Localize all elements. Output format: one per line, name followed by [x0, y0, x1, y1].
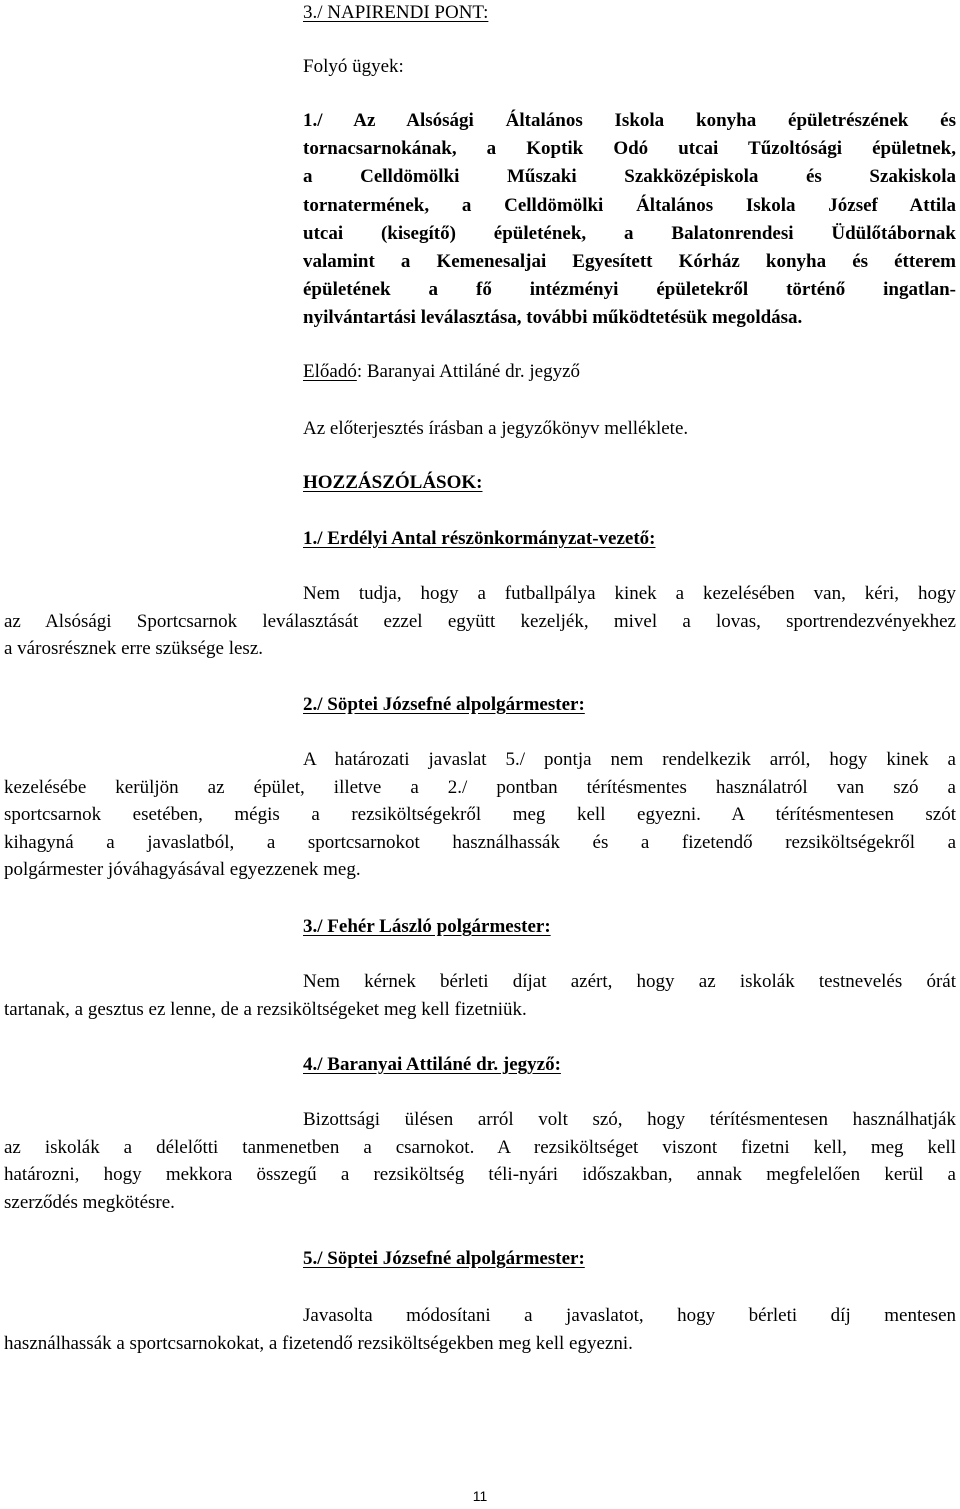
agenda-line: nyilvántartási leválasztása, további működtetésük megoldása.: [303, 307, 803, 329]
presenter-line: [303, 359, 580, 385]
agenda-line: a Celldömölki Műszaki Szakközépiskola és Szakiskola: [303, 166, 956, 188]
paragraph-line: a városrésznek erre szüksége lesz.: [4, 638, 264, 659]
paragraph-line: az Alsósági Sportcsarnok leválasztását ezzel együtt kezeljék, mivel a lovas, sportrendezvényekhez: [4, 610, 956, 632]
paragraph-line: Nem kérnek bérleti díjat azért, hogy az iskolák testnevelés órát: [303, 971, 956, 992]
comment-paragraph: [4, 746, 956, 884]
agenda-item: [303, 107, 956, 333]
paragraph-line: polgármester jóváhagyásával egyezzenek meg.: [4, 859, 361, 880]
paragraph-line: sportcsarnok esetében, mégis a rezsiköltségekről meg kell egyezni. A térítésmentesen szót: [4, 804, 956, 825]
agenda-line: épületének a fő intézményi épületekről történő ingatlan-: [303, 279, 956, 301]
agenda-subheading: Folyó ügyek:: [303, 56, 404, 77]
comments-title: HOZZÁSZÓLÁSOK:: [303, 472, 483, 493]
agenda-line: tornacsarnokának, a Koptik Odó utcai Tűzoltósági épületnek,: [303, 138, 956, 160]
speaker-heading: 3./ Fehér László polgármester:: [303, 916, 551, 937]
comment-paragraph: [4, 580, 956, 663]
paragraph-line: szerződés megkötésre.: [4, 1191, 175, 1213]
comment-paragraph: [4, 1106, 956, 1216]
paragraph-line: kezelésébe kerüljön az épület, illetve a 2./ pontban térítésmentes használatról van szó a: [4, 776, 956, 798]
speaker-heading: 1./ Erdélyi Antal részönkormányzat-vezető:: [303, 528, 656, 549]
paragraph-line: az iskolák a délelőtti tanmenetben a csarnokot. A rezsiköltséget viszont fizetni kell, meg kell: [4, 1136, 956, 1158]
paragraph-line: határozni, hogy mekkora összegű a rezsiköltség téli-nyári időszakban, annak megfelelően kerül a: [4, 1164, 956, 1185]
paragraph-line: Javasolta módosítani a javaslatot, hogy bérleti díj mentesen: [303, 1305, 956, 1326]
agenda-heading: 3./ NAPIRENDI PONT:: [303, 2, 489, 23]
agenda-line: tornatermének, a Celldömölki Általános Iskola József Attila: [303, 194, 956, 216]
paragraph-line: kihagyná a javaslatból, a sportcsarnokot használhassák és a fizetendő rezsiköltségekről a: [4, 831, 956, 853]
speaker-heading: 4./ Baranyai Attiláné dr. jegyző:: [303, 1054, 561, 1075]
presenter-separator: :: [356, 361, 363, 382]
speaker-heading: 5./ Söptei Józsefné alpolgármester:: [303, 1248, 585, 1269]
paragraph-line: A határozati javaslat 5./ pontja nem rendelkezik arról, hogy kinek a: [303, 749, 956, 770]
paragraph-line: Bizottsági ülésen arról volt szó, hogy térítésmentesen használhatják: [303, 1109, 956, 1130]
paragraph-line: tartanak, a gesztus ez lenne, de a rezsiköltségeket meg kell fizetniük.: [4, 998, 527, 1020]
agenda-line: utcai (kisegítő) épületének, a Balatonrendesi Üdülőtábornak: [303, 222, 956, 244]
paragraph-line: Nem tudja, hogy a futballpálya kinek a kezelésében van, kéri, hogy: [303, 583, 956, 604]
agenda-line: 1./ Az Alsósági Általános Iskola konyha épületrészének és: [303, 110, 956, 131]
agenda-line: valamint a Kemenesaljai Egyesített Kórház konyha és étterem: [303, 251, 956, 273]
comment-paragraph: [4, 1302, 956, 1357]
page-number: 11: [472, 1488, 488, 1504]
presenter-label: Előadó: [303, 361, 357, 382]
attachment-note: Az előterjesztés írásban a jegyzőkönyv melléklete.: [303, 418, 689, 439]
paragraph-line: használhassák a sportcsarnokokat, a fizetendő rezsiköltségekben meg kell egyezni.: [4, 1332, 633, 1354]
presenter-name: Baranyai Attiláné dr. jegyző: [362, 361, 581, 382]
comment-paragraph: [4, 968, 956, 1023]
speaker-heading: 2./ Söptei Józsefné alpolgármester:: [303, 694, 585, 715]
